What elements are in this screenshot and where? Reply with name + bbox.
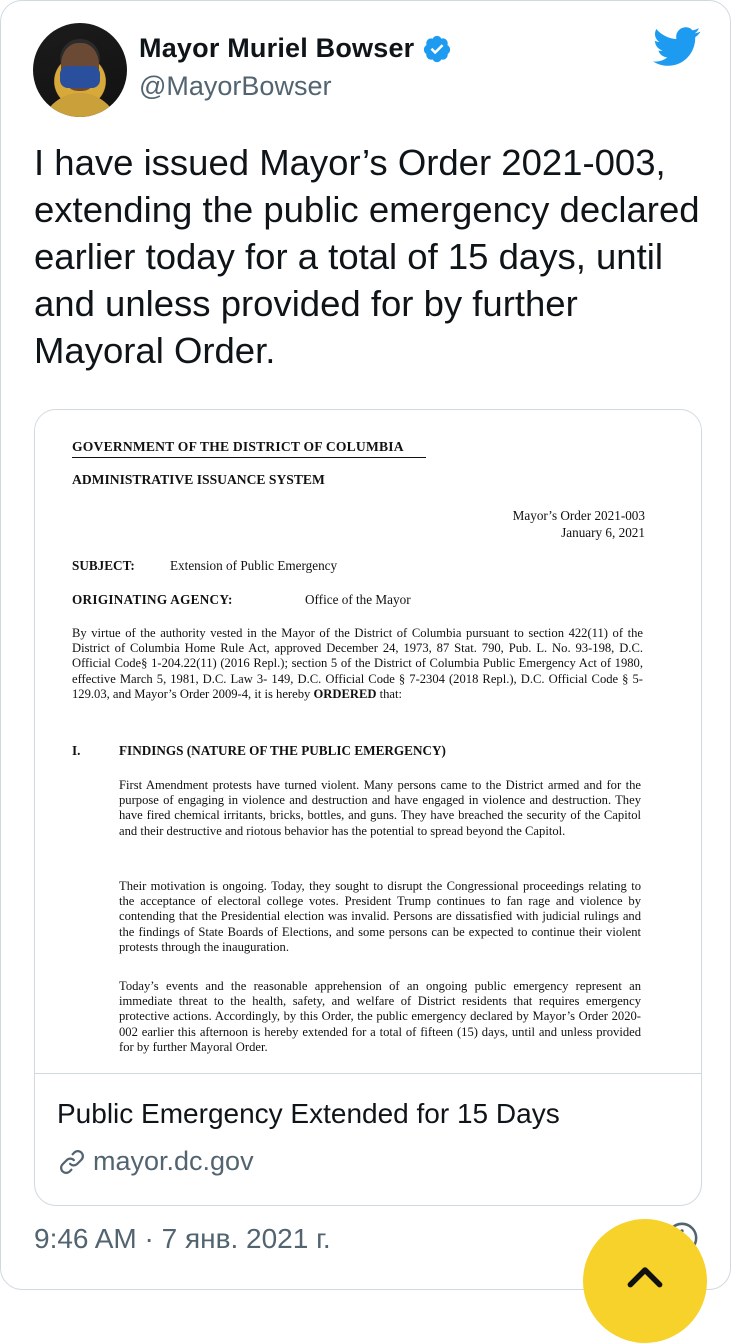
section-title: FINDINGS (NATURE OF THE PUBLIC EMERGENCY): [119, 743, 446, 758]
link-icon: [57, 1147, 87, 1177]
section-heading: [72, 743, 446, 759]
order-date: January 6, 2021: [561, 525, 645, 540]
document-subheader: ADMINISTRATIVE ISSUANCE SYSTEM: [72, 472, 325, 487]
author-name[interactable]: Mayor Muriel Bowser: [139, 33, 415, 63]
order-number: Mayor’s Order 2021-003: [512, 508, 645, 523]
intro-ordered: ORDERED: [313, 686, 377, 701]
tweet-timestamp[interactable]: 9:46 AM · 7 янв. 2021 г.: [34, 1223, 331, 1254]
card-divider: [35, 1073, 701, 1074]
findings-paragraph: Today’s events and the reasonable apprehension of an ongoing public emergency represent an immediate threat to the health, safety, and welfare of District residents that requires emergency protective actions. Accordingly, by this Order, the public emergency declared by Mayor’s Order 2020-002 earlier this afternoon is hereby extended for a total of fifteen (15) days, until and unless provided for by further Mayoral Order.: [119, 979, 641, 1054]
avatar[interactable]: [33, 23, 127, 117]
tweet-text: I have issued Mayor’s Order 2021-003, extending the public emergency declared earlier today for a total of 15 days, until and unless provided for by further Mayoral Order.: [34, 142, 700, 371]
scroll-top-button[interactable]: [583, 1219, 707, 1343]
subject-value: Extension of Public Emergency: [170, 558, 338, 573]
header-rule: [72, 457, 426, 458]
twitter-bird-icon[interactable]: [653, 27, 701, 67]
card-title[interactable]: Public Emergency Extended for 15 Days: [57, 1098, 560, 1129]
intro-paragraph: [72, 626, 643, 702]
link-card[interactable]: [34, 409, 702, 1206]
section-number: I.: [72, 743, 81, 758]
findings-paragraph: First Amendment protests have turned violent. Many persons came to the District armed and for the purpose of engaging in violence and destruction and have engaged in violence and destruction. They have fired chemical irritants, bricks, bottles, and guns. They have breached the security of the Capitol and their destructive and riotous behavior has the potential to spread beyond the Capitol.: [119, 778, 641, 838]
subject-line: [72, 558, 337, 574]
order-reference: [513, 507, 645, 541]
document-preview-image[interactable]: [35, 410, 701, 1073]
author-handle[interactable]: @MayorBowser: [139, 71, 332, 101]
subject-label: SUBJECT:: [72, 558, 135, 573]
author-name-row[interactable]: [139, 33, 452, 64]
intro-text: By virtue of the authority vested in the Mayor of the District of Columbia pursuant to section 422(11) of the District of Columbia Home Rule Act, approved December 24, 1973, 87 Stat. 790, Pub. L. No. 93-198, D.C. Official Code§ 1-204.22(11) (2016 Repl.); section 5 of the District of Columbia Public Emergency Act of 1980, effective March 5, 1981, D.C. Law 3- 149, D.C. Official Code § 7-2304 (2018 Repl.), D.C. Official Code § 5-129.03, and Mayor’s Order 2009-4, it is hereby: [72, 626, 643, 701]
agency-value: Office of the Mayor: [305, 592, 411, 607]
intro-end: that:: [376, 686, 402, 701]
arrow-up-icon: [623, 1259, 667, 1303]
agency-label: ORIGINATING AGENCY:: [72, 592, 233, 607]
card-domain-row[interactable]: [57, 1146, 254, 1177]
agency-line: [72, 592, 411, 608]
verified-badge-icon: [422, 34, 452, 64]
findings-paragraph: Their motivation is ongoing. Today, they sought to disrupt the Congressional proceedings relating to the acceptance of electoral college votes. President Trump continues to fan rage and violence by contending that the Presidential election was invalid. Persons are dissatisfied with judicial rulings and the findings of State Boards of Elections, and some persons can be expected to continue their violent protests through the inauguration.: [119, 879, 641, 954]
document-header: GOVERNMENT OF THE DISTRICT OF COLUMBIA: [72, 439, 404, 454]
card-domain[interactable]: mayor.dc.gov: [93, 1146, 254, 1176]
